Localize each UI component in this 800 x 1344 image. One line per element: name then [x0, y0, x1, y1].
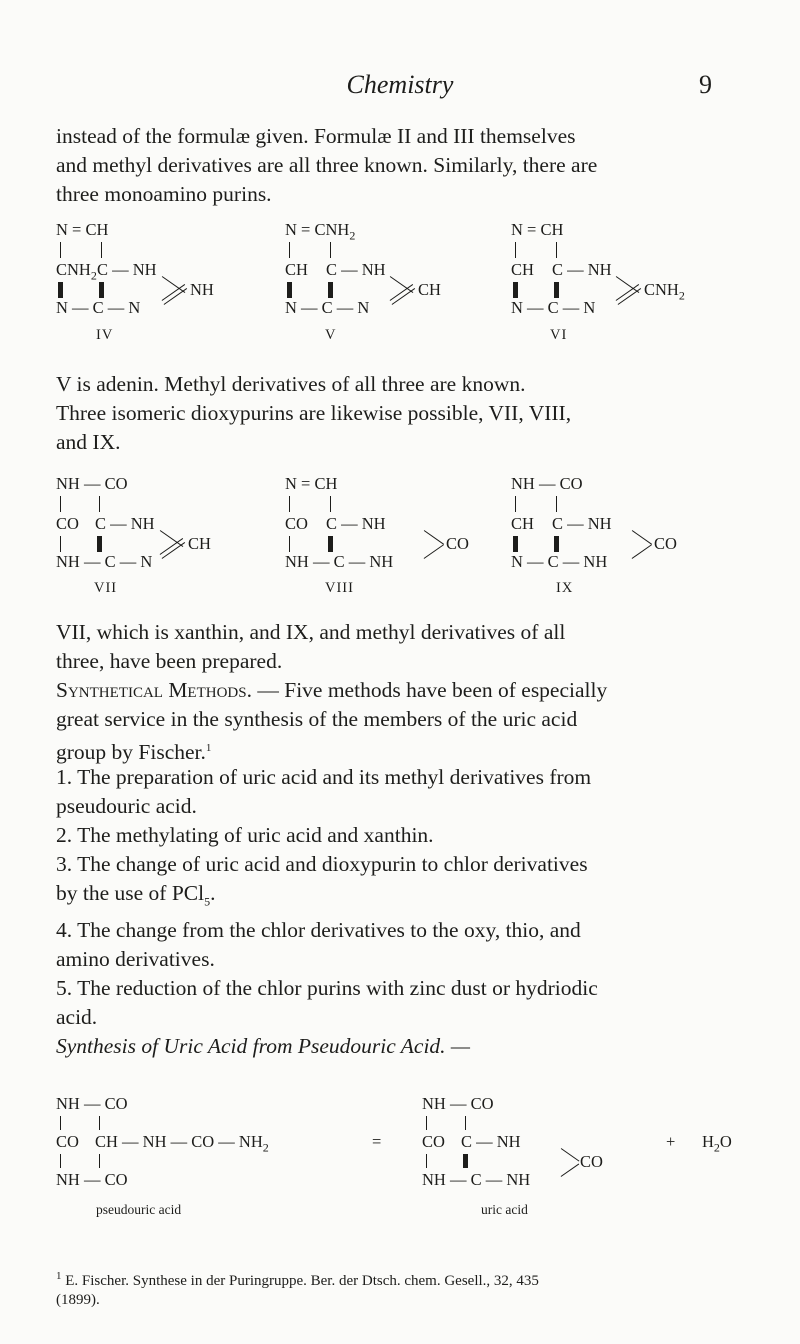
single-bond [60, 536, 61, 552]
single-bond [60, 1116, 61, 1130]
double-bond [58, 282, 63, 298]
formula-row: C — NH [461, 1132, 521, 1151]
formula-row: $CNH_2$ [56, 260, 97, 283]
equals-sign: = [372, 1132, 382, 1151]
formula-number: V [325, 327, 337, 343]
formula-row: C — NH [97, 260, 157, 279]
text-line: three, have been prepared. [56, 649, 283, 673]
text-line: Three isomeric dioxypurins are likewise possible, VII, VIII, [56, 401, 572, 425]
double-bond [463, 1154, 468, 1168]
footnote-line: (1899). [56, 1292, 100, 1308]
formula-row: CH [285, 260, 308, 279]
list-item: 4. The change from the chlor derivatives to the oxy, thio, and [56, 918, 581, 943]
paragraph-xanthin [56, 618, 746, 676]
text-line: V is adenin. Methyl derivatives of all three are known. [56, 372, 526, 396]
single-bond [289, 242, 290, 258]
formula-number: VII [94, 580, 118, 596]
formula-row: N = CH [511, 220, 564, 239]
formula-row: N = CH [285, 474, 338, 493]
list-item-cont: by the use of PCl$_5$. [56, 881, 216, 909]
formula-row: N = CH [56, 220, 109, 239]
formula-row: CO [285, 514, 308, 533]
paragraph-synthetical-methods [56, 676, 746, 767]
formula-row: NH — C — N [56, 552, 153, 571]
text-line: group by Fischer.$^1$ [56, 740, 212, 765]
single-bond [101, 242, 102, 258]
formula-row: $CNH_2$ [644, 280, 685, 303]
single-bond [515, 242, 516, 258]
single-bond [99, 1154, 100, 1168]
caption-uric-acid: uric acid [481, 1202, 528, 1217]
single-bond [99, 1116, 100, 1130]
running-head [0, 70, 800, 104]
single-bond [465, 1116, 466, 1130]
double-bond [99, 282, 104, 298]
single-bond [60, 1154, 61, 1168]
text-line: three monoamino purins. [56, 182, 272, 206]
formula-number: VI [550, 327, 568, 343]
synthesis-heading: Synthesis of Uric Acid from Pseudouric Acid. — [56, 1034, 471, 1059]
single-bond [426, 1116, 427, 1130]
single-bond [60, 242, 61, 258]
ring-bond [424, 530, 444, 545]
single-bond [289, 536, 290, 552]
formula-number: IX [556, 580, 574, 596]
ring-bond [561, 1163, 580, 1177]
text-line: and methyl derivatives are all three known. Similarly, there are [56, 153, 598, 177]
ring-bond [632, 544, 652, 559]
double-bond [328, 536, 333, 552]
formula-row: N — C — N [285, 298, 370, 317]
single-bond [426, 1154, 427, 1168]
plus-sign: + [666, 1132, 676, 1151]
footnote-ref: 1 [205, 742, 212, 754]
formula-row: C — NH [552, 514, 612, 533]
formula-row: N — C — NH [511, 552, 608, 571]
formula-row: NH — CO [56, 474, 128, 493]
single-bond [99, 496, 100, 512]
double-bond [513, 282, 518, 298]
formula-row: NH — CO [56, 1170, 128, 1189]
text-line: VII, which is xanthin, and IX, and methyl derivatives of all [56, 620, 566, 644]
section-heading: Synthetical Methods. [56, 678, 252, 702]
formula-row: CH — NH — CO — $NH_2$ [95, 1132, 269, 1155]
formula-row: N — C — N [56, 298, 141, 317]
list-item: 2. The methylating of uric acid and xanthin. [56, 823, 434, 847]
list-item-cont: amino derivatives. [56, 947, 215, 972]
formula-row: NH [190, 280, 214, 299]
running-title: Chemistry [346, 70, 454, 99]
single-bond [289, 496, 290, 512]
formula-number: IV [96, 327, 114, 343]
list-item: 3. The change of uric acid and dioxypurin to chlor derivatives [56, 852, 588, 876]
formula-row: NH — CO [56, 1094, 128, 1113]
paragraph-intro [56, 122, 746, 209]
text-line: instead of the formulæ given. Formulæ II and III themselves [56, 124, 576, 148]
water-formula: $H_2O$ [702, 1132, 732, 1155]
formula-row: CO [56, 514, 79, 533]
single-bond [330, 242, 331, 258]
list-item-cont: acid. [56, 1005, 98, 1030]
formula-row: CH [188, 534, 211, 553]
ring-bond [561, 1148, 580, 1162]
ring-bond [424, 544, 444, 559]
formula-row: CH [511, 260, 534, 279]
formula-row: CO [422, 1132, 445, 1151]
text-line: Synthetical Methods. — Five methods have been of especially [56, 678, 608, 702]
footnote-marker: 1 [56, 1270, 62, 1282]
text-line: great service in the synthesis of the members of the uric acid [56, 707, 578, 731]
methods-list [56, 763, 746, 1061]
single-bond [330, 496, 331, 512]
formula-row: CH [511, 514, 534, 533]
list-item-cont: pseudouric acid. [56, 794, 197, 818]
caption-pseudouric: pseudouric acid [96, 1202, 182, 1217]
double-bond [287, 282, 292, 298]
ring-bond [632, 530, 652, 545]
paragraph-adenin [56, 370, 746, 457]
double-bond [554, 536, 559, 552]
single-bond [60, 496, 61, 512]
double-bond [513, 536, 518, 552]
formula-row: C — NH [552, 260, 612, 279]
formula-row: CO [580, 1152, 603, 1171]
formula-row: NH — CO [511, 474, 583, 493]
formula-row: CO [446, 534, 469, 553]
formula-row: CH [418, 280, 441, 299]
single-bond [556, 242, 557, 258]
list-item: 1. The preparation of uric acid and its methyl derivatives from [56, 765, 592, 789]
formula-row: NH — CO [422, 1094, 494, 1113]
formula-row: $N = CNH_2$ [285, 220, 356, 243]
formula-number: VIII [325, 580, 354, 596]
single-bond [515, 496, 516, 512]
footnote-line: $^1$ E. Fischer. Synthese in der Puringruppe. Ber. der Dtsch. chem. Gesell., 32, 435 [56, 1270, 539, 1289]
formula-row: NH — C — NH [422, 1170, 531, 1189]
list-item: 5. The reduction of the chlor purins with zinc dust or hydriodic [56, 976, 598, 1001]
double-bond [328, 282, 333, 298]
page-number: 9 [699, 70, 712, 99]
formula-row: N — C — N [511, 298, 596, 317]
double-bond [97, 536, 102, 552]
formula-row: CO [654, 534, 677, 553]
formula-row: C — NH [95, 514, 155, 533]
double-bond [554, 282, 559, 298]
formula-row: CO [56, 1132, 79, 1151]
formula-row: NH — C — NH [285, 552, 394, 571]
formula-row: C — NH [326, 260, 386, 279]
footnote [56, 1267, 746, 1310]
single-bond [556, 496, 557, 512]
formula-row: C — NH [326, 514, 386, 533]
text-line: and IX. [56, 430, 121, 454]
